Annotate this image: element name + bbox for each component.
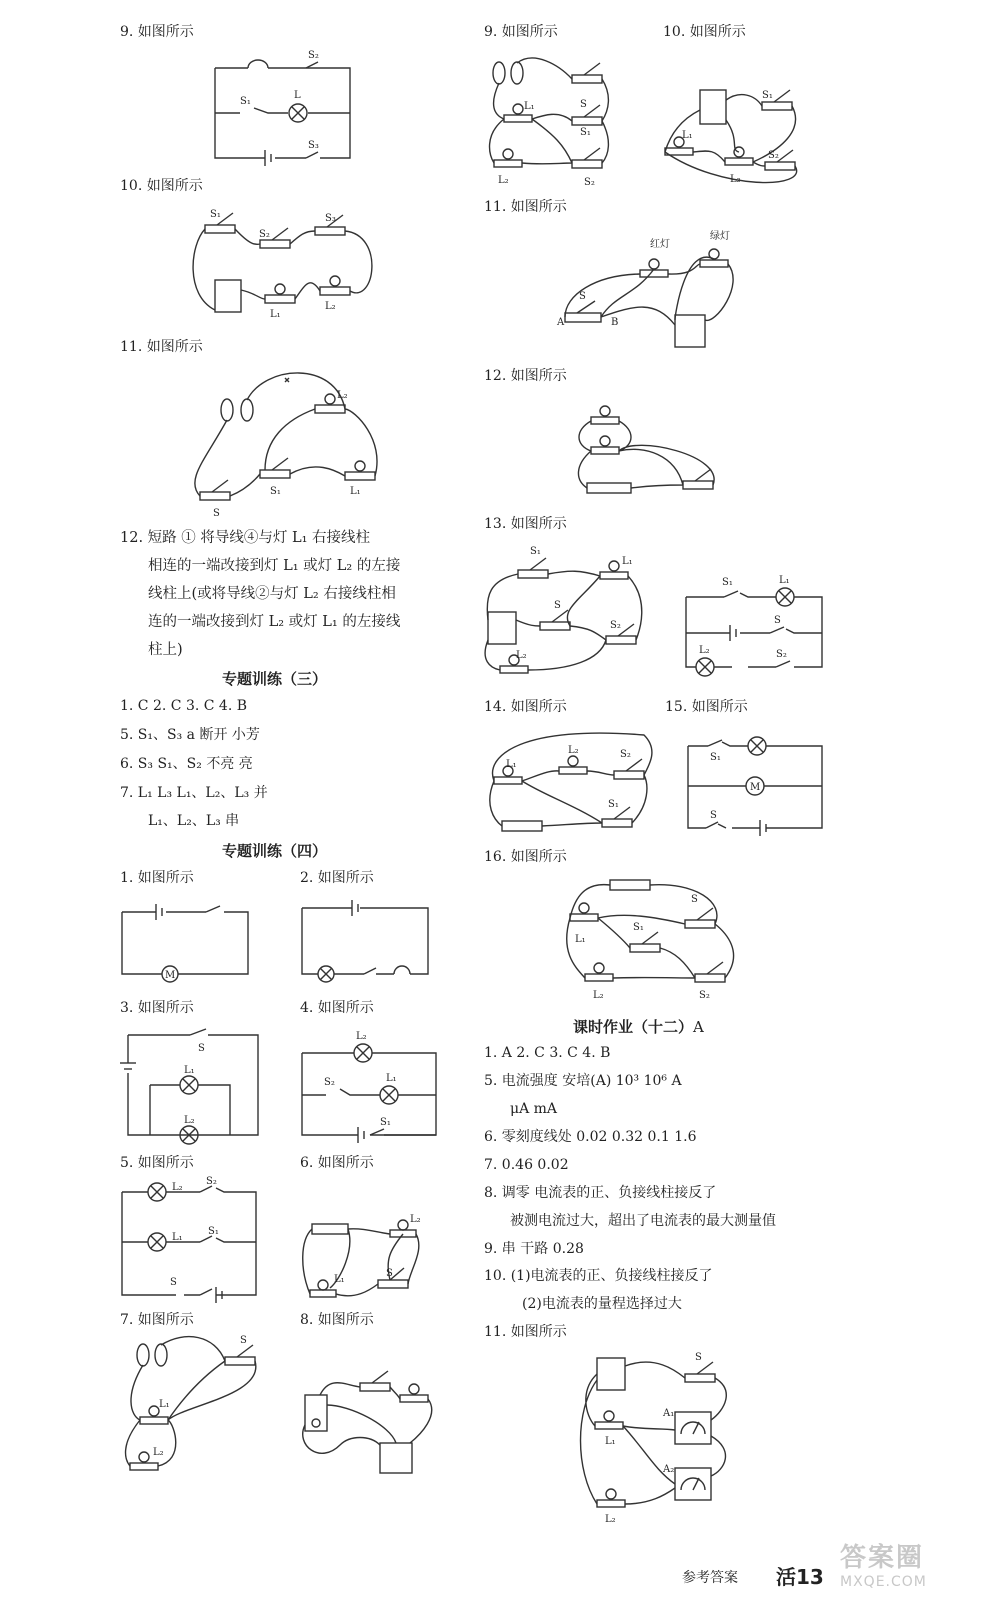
r-q16: 16. 如图所示 [484, 849, 567, 865]
sec4-title: 专题训练（四） [222, 842, 328, 860]
svg-text:L₂: L₂ [498, 175, 509, 186]
svg-text:S: S [774, 615, 781, 626]
s4-q4: 4. 如图所示 [300, 1000, 374, 1016]
svg-text:L₂: L₂ [337, 390, 348, 401]
r-q14-circuit [484, 725, 654, 835]
svg-text:S₁: S₁ [633, 922, 644, 933]
watermark: 答案圈 MXQE.COM [840, 1543, 927, 1590]
svg-text:L₂: L₂ [605, 1514, 616, 1525]
sec3-title: 专题训练（三） [222, 670, 328, 688]
l-q12: 12. 短路 ① 将导线④与灯 L₁ 右接线柱 相连的一端改接到灯 L₁ 或灯 L₂ 的左接 线柱上(或将导线②与灯 L₂ 右接线柱相 连的一端改接到灯 L₂ 或灯 L₁ 的左接线 柱上) [120, 530, 401, 658]
hw-title: 课时作业（十二）A [573, 1018, 704, 1036]
sec3-line-2: 5. S₁、S₃ a 断开 小芳 [120, 727, 260, 743]
r-q16-circuit [565, 872, 745, 1002]
svg-text:S: S [386, 1268, 393, 1279]
l-q9: 9. 如图所示 [120, 24, 194, 40]
svg-text:S: S [198, 1043, 205, 1054]
svg-text:S₁: S₁ [208, 1226, 219, 1237]
hw-line-7: 被测电流过大，超出了电流表的最大测量值 [510, 1213, 776, 1229]
svg-text:L₂: L₂ [356, 1031, 367, 1042]
r-q10: 10. 如图所示 [663, 24, 746, 40]
s4-q5: 5. 如图所示 [120, 1155, 194, 1171]
r-q13: 13. 如图所示 [484, 516, 567, 532]
sec3-line-5: L₁、L₂、L₃ 串 [148, 813, 240, 829]
svg-text:L₂: L₂ [153, 1447, 164, 1458]
s4-q7: 7. 如图所示 [120, 1312, 194, 1328]
svg-text:S: S [695, 1352, 702, 1363]
svg-text:S₁: S₁ [210, 209, 221, 220]
sec3-line-1: 1. C 2. C 3. C 4. B [120, 698, 248, 714]
svg-text:S₁: S₁ [608, 799, 619, 810]
l-q10-circuit [185, 205, 385, 330]
svg-text:M: M [750, 782, 761, 793]
s4-q6: 6. 如图所示 [300, 1155, 374, 1171]
s4-q6-circuit [300, 1210, 425, 1310]
svg-text:S₁: S₁ [580, 127, 591, 138]
svg-text:S: S [554, 600, 561, 611]
svg-text:L₁: L₁ [184, 1065, 195, 1076]
r-q9-circuit [484, 55, 614, 190]
svg-text:L₁: L₁ [386, 1073, 397, 1084]
svg-text:S₂: S₂ [308, 50, 319, 61]
svg-text:A₂: A₂ [663, 1464, 675, 1475]
hw-line-2: 5. 电流强度 安培(A) 10³ 10⁶ A [484, 1073, 682, 1089]
s4-q8-circuit [300, 1365, 440, 1475]
svg-text:L₂: L₂ [184, 1115, 195, 1126]
svg-text:S₂: S₂ [699, 990, 710, 1001]
svg-text:S₁: S₁ [270, 486, 281, 497]
r-q12-circuit [575, 395, 725, 495]
svg-text:S₁: S₁ [380, 1117, 391, 1128]
svg-text:L₁: L₁ [159, 1399, 170, 1410]
svg-text:L₁: L₁ [622, 556, 633, 567]
svg-text:A₁: A₁ [663, 1408, 675, 1419]
hw-line-9: 10. (1)电流表的正、负接线柱接反了 [484, 1268, 713, 1284]
svg-text:S: S [213, 508, 220, 519]
svg-text:S₂: S₂ [610, 620, 621, 631]
svg-text:S₂: S₂ [206, 1176, 217, 1187]
l-q9-label-s1: S₁ [240, 96, 251, 107]
s4-q2: 2. 如图所示 [300, 870, 374, 886]
svg-text:L₂: L₂ [699, 645, 710, 656]
svg-text:S₂: S₂ [259, 229, 270, 240]
svg-text:L₂: L₂ [593, 990, 604, 1001]
svg-text:S: S [580, 99, 587, 110]
svg-text:S₂: S₂ [776, 649, 787, 660]
hw-q11-circuit [575, 1350, 745, 1525]
s4-q1-circuit [120, 900, 252, 982]
hw-line-11: 11. 如图所示 [484, 1324, 567, 1340]
svg-text:L₂: L₂ [568, 745, 579, 756]
hw-line-3: μA mA [510, 1101, 558, 1117]
svg-text:L₂: L₂ [410, 1214, 421, 1225]
s4-q1: 1. 如图所示 [120, 870, 194, 886]
footer-label: 参考答案 [682, 1570, 738, 1586]
svg-text:S: S [170, 1277, 177, 1288]
svg-text:S: S [710, 810, 717, 821]
svg-text:A: A [557, 317, 565, 328]
l-q10: 10. 如图所示 [120, 178, 203, 194]
svg-text:S₁: S₁ [722, 577, 733, 588]
svg-text:S₁: S₁ [530, 546, 541, 557]
r-q14: 14. 如图所示 [484, 699, 567, 715]
s4-q5-circuit [120, 1176, 260, 1305]
s4-q4-circuit [300, 1025, 440, 1140]
r-q15: 15. 如图所示 [665, 699, 748, 715]
s4-q2-circuit [300, 900, 432, 982]
r-q9: 9. 如图所示 [484, 24, 558, 40]
svg-text:L₂: L₂ [172, 1182, 183, 1193]
l-q11: 11. 如图所示 [120, 339, 203, 355]
svg-text:L₁: L₁ [350, 486, 361, 497]
s4-q7-circuit [125, 1335, 265, 1475]
l-q11-circuit [185, 360, 385, 519]
svg-text:S: S [579, 291, 586, 302]
svg-text:S: S [691, 894, 698, 905]
svg-text:L₁: L₁ [334, 1274, 345, 1285]
svg-text:L₁: L₁ [506, 759, 517, 770]
s4-q8: 8. 如图所示 [300, 1312, 374, 1328]
svg-text:L₁: L₁ [524, 101, 535, 112]
svg-text:L₁: L₁ [605, 1436, 616, 1447]
hw-line-8: 9. 串 干路 0.28 [484, 1241, 584, 1257]
svg-text:S₃: S₃ [308, 140, 319, 151]
r-q13-circuit [480, 540, 650, 675]
r-q12: 12. 如图所示 [484, 368, 567, 384]
svg-text:L₂: L₂ [516, 650, 527, 661]
r-q10-circuit [660, 80, 810, 190]
hw-line-4: 6. 零刻度线处 0.02 0.32 0.1 1.6 [484, 1129, 697, 1145]
svg-text:S₃: S₃ [325, 213, 336, 224]
hw-line-10: (2)电流表的量程选择过大 [522, 1296, 682, 1312]
green-lamp-label: 绿灯 [710, 231, 730, 242]
svg-text:M: M [165, 970, 176, 981]
svg-text:S₁: S₁ [710, 752, 721, 763]
svg-text:L₂: L₂ [730, 174, 741, 185]
svg-text:S₂: S₂ [620, 749, 631, 760]
svg-text:L₁: L₁ [270, 309, 281, 320]
svg-text:S₂: S₂ [324, 1077, 335, 1088]
svg-text:B: B [611, 317, 619, 328]
r-q11-circuit [555, 225, 745, 350]
svg-text:L₂: L₂ [325, 301, 336, 312]
r-q13-schematic [684, 575, 824, 675]
l-q9-circuit [210, 48, 360, 163]
r-q15-schematic [686, 740, 826, 835]
s4-q3-circuit [120, 1025, 260, 1140]
r-q11: 11. 如图所示 [484, 199, 567, 215]
svg-text:L₁: L₁ [575, 934, 586, 945]
hw-line-1: 1. A 2. C 3. C 4. B [484, 1045, 611, 1061]
svg-text:L₁: L₁ [682, 130, 693, 141]
sec3-line-4: 7. L₁ L₃ L₁、L₂、L₃ 并 [120, 785, 268, 801]
s4-q3: 3. 如图所示 [120, 1000, 194, 1016]
hw-line-6: 8. 调零 电流表的正、负接线柱接反了 [484, 1185, 717, 1201]
sec3-line-3: 6. S₃ S₁、S₂ 不亮 亮 [120, 756, 253, 772]
svg-text:L: L [294, 90, 301, 101]
svg-text:L₁: L₁ [172, 1232, 183, 1243]
red-lamp-label: 红灯 [650, 239, 670, 250]
hw-line-5: 7. 0.46 0.02 [484, 1157, 569, 1173]
svg-text:L₁: L₁ [779, 575, 790, 586]
svg-text:S₂: S₂ [584, 177, 595, 188]
page-number: 活13 [776, 1565, 824, 1589]
svg-text:S: S [240, 1335, 247, 1346]
svg-text:S₂: S₂ [768, 150, 779, 161]
svg-text:S₁: S₁ [762, 90, 773, 101]
